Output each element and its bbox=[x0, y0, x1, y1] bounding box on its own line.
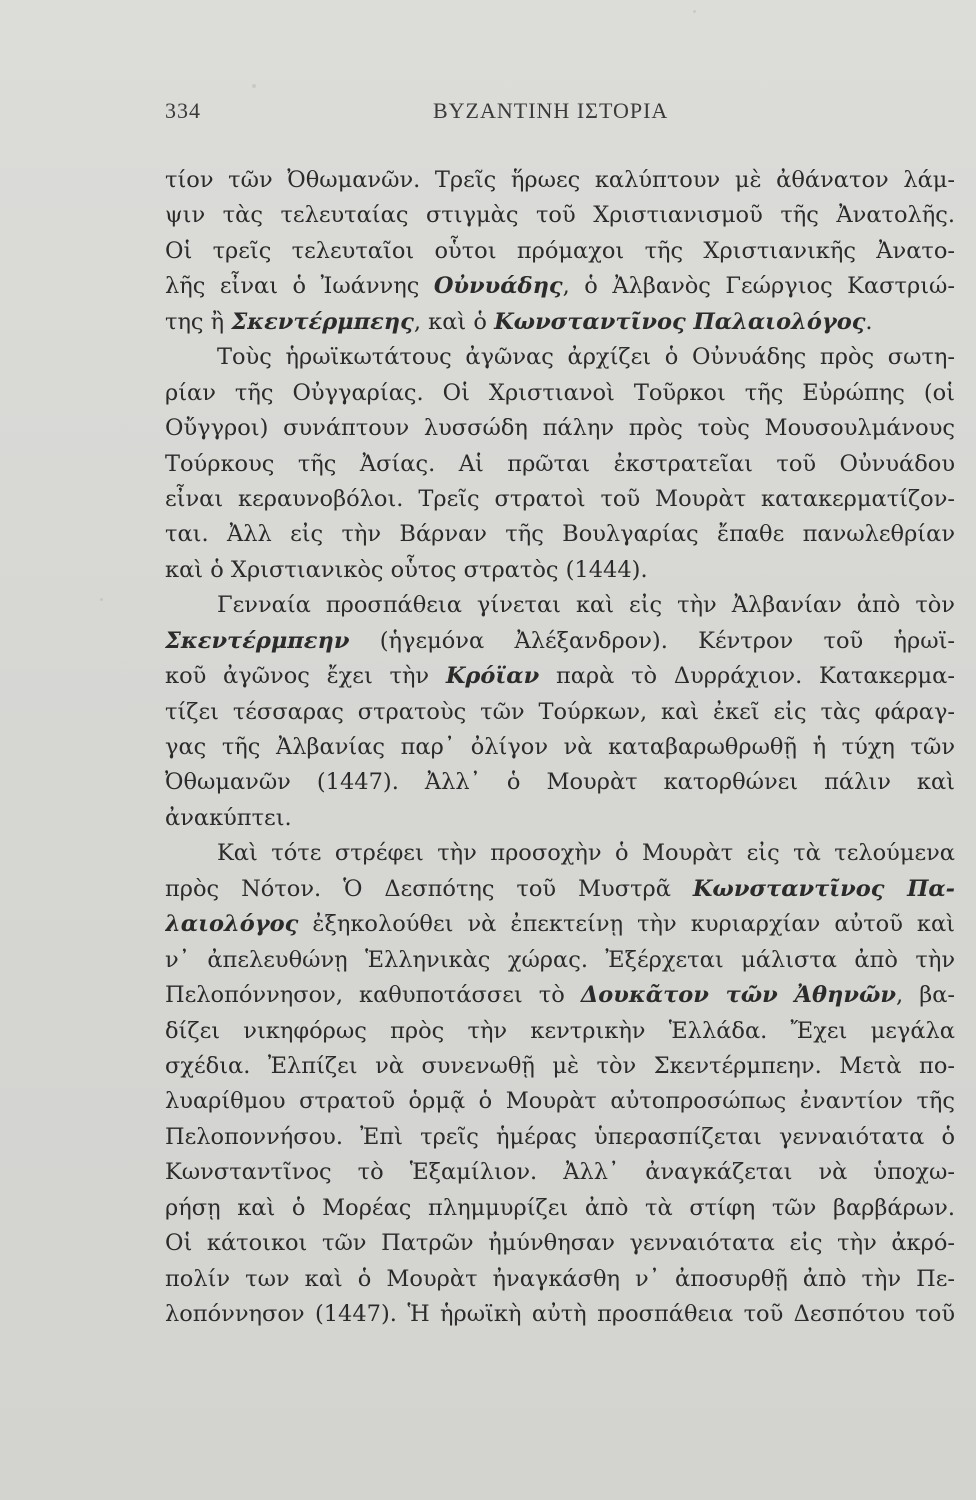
text-run: Τοὺς ἡρωϊκωτάτους ἀγῶνας ἀρχίζει ὁ Οὐνυάδης πρὸς σωτη- bbox=[217, 344, 955, 371]
text-run: Τούρκους τῆς Ἀσίας. Αἱ πρῶται ἐκστρατεῖαι τοῦ Οὐνυάδου bbox=[165, 450, 955, 477]
text-run: , βα- bbox=[895, 982, 955, 1009]
text-line bbox=[165, 624, 955, 659]
emphasized-name: Κωνσταντῖνος Πα- bbox=[692, 875, 955, 902]
text-run: της ἢ bbox=[165, 308, 232, 335]
text-run: πολίν των καὶ ὁ Μουρὰτ ἠναγκάσθη ν᾽ ἀποσυρθῇ ἀπὸ τὴν Πε- bbox=[165, 1265, 955, 1292]
text-line bbox=[165, 765, 955, 800]
text-run: Οὔγγροι) συνάπτουν λυσσώδη πάλην πρὸς τοὺς Μουσουλμάνους bbox=[165, 415, 955, 442]
text-run: Οἱ τρεῖς τελευταῖοι οὗτοι πρόμαχοι τῆς Χριστιανικῆς Ἀνατο- bbox=[165, 237, 955, 264]
text-run: Κωνσταντῖνος τὸ Ἑξαμίλιον. Ἀλλ᾽ ἀναγκάζεται νὰ ὑποχω- bbox=[165, 1159, 955, 1186]
text-line bbox=[165, 234, 955, 269]
text-line bbox=[165, 659, 955, 694]
emphasized-name: Κωνσταντῖνος Παλαιολόγος bbox=[494, 308, 866, 335]
text-line bbox=[165, 482, 955, 517]
text-run: , ὁ Ἀλβανὸς Γεώργιος Καστριώ- bbox=[562, 273, 955, 300]
emphasized-name: Δουκᾶτον τῶν Ἀθηνῶν bbox=[580, 982, 896, 1009]
text-run: ρήσῃ καὶ ὁ Μορέας πλημμυρίζει ἀπὸ τὰ στίφη τῶν βαρβάρων. bbox=[165, 1194, 955, 1221]
text-run: δίζει νικηφόρως πρὸς τὴν κεντρικὴν Ἑλλάδα. Ἔχει μεγάλα bbox=[165, 1017, 955, 1044]
text-run: (ἡγεμόνα Ἀλέξανδρον). Κέντρον τοῦ ἡρωϊ- bbox=[349, 627, 955, 654]
text-line bbox=[165, 1262, 955, 1297]
page-header bbox=[165, 98, 955, 130]
text-run: λοπόννησον (1447). Ἡ ἡρωϊκὴ αὐτὴ προσπάθεια τοῦ Δεσπότου τοῦ bbox=[165, 1301, 955, 1327]
text-run: λῆς εἶναι ὁ Ἰωάννης bbox=[165, 273, 434, 300]
text-line bbox=[165, 695, 955, 730]
text-line bbox=[165, 163, 955, 198]
text-line bbox=[165, 553, 955, 588]
text-line bbox=[165, 1120, 955, 1155]
emphasized-name: Σκεντέρμπεης bbox=[231, 308, 414, 335]
text-line bbox=[165, 1155, 955, 1190]
text-run: κοῦ ἀγῶνος ἔχει τὴν bbox=[165, 663, 446, 690]
text-line bbox=[165, 1014, 955, 1049]
text-line bbox=[165, 447, 955, 482]
text-line bbox=[165, 730, 955, 765]
text-line bbox=[165, 588, 955, 623]
text-line bbox=[165, 978, 955, 1013]
text-line bbox=[165, 907, 955, 942]
emphasized-name: λαιολόγος bbox=[165, 911, 299, 938]
emphasized-name: Σκεντέρμπεην bbox=[165, 627, 350, 654]
text-run: ν᾽ ἀπελευθώνῃ Ἑλληνικὰς χώρας. Ἐξέρχεται μάλιστα ἀπὸ τὴν bbox=[165, 946, 955, 973]
text-run: Γενναία προσπάθεια γίνεται καὶ εἰς τὴν Ἀλβανίαν ἀπὸ τὸν bbox=[217, 592, 955, 619]
text-run: Ὀθωμανῶν (1447). Ἀλλ᾽ ὁ Μουρὰτ κατορθώνει πάλιν καὶ bbox=[165, 769, 955, 796]
text-line bbox=[165, 269, 955, 304]
text-run: Πελοπόννησον, καθυποτάσσει τὸ bbox=[165, 982, 581, 1009]
paper-spot bbox=[252, 84, 256, 88]
text-run: ἐξηκολούθει νὰ ἐπεκτείνῃ τὴν κυριαρχίαν αὐτοῦ καὶ bbox=[298, 911, 955, 938]
text-line bbox=[165, 943, 955, 978]
text-line bbox=[165, 836, 955, 871]
emphasized-name: Οὐνυάδης bbox=[433, 273, 563, 300]
text-run: Καὶ τότε στρέφει τὴν προσοχὴν ὁ Μουρὰτ εἰς τὰ τελούμενα bbox=[217, 840, 955, 867]
text-run: ται. Ἀλλ εἰς τὴν Βάρναν τῆς Βουλγαρίας ἔπαθε πανωλεθρίαν bbox=[165, 521, 955, 548]
text-run: καὶ ὁ Χριστιανικὸς οὗτος στρατὸς (1444). bbox=[165, 556, 648, 583]
text-line bbox=[165, 305, 955, 340]
text-line bbox=[165, 517, 955, 552]
text-run: . bbox=[865, 308, 873, 335]
text-run: παρὰ τὸ Δυρράχιον. Κατακερμα- bbox=[539, 663, 955, 690]
text-line bbox=[165, 411, 955, 446]
paper-spot bbox=[693, 10, 696, 13]
emphasized-name: Κρόϊαν bbox=[445, 663, 540, 690]
text-run: τίον τῶν Ὀθωμανῶν. Τρεῖς ἥρωες καλύπτουν μὲ ἀθάνατον λάμ- bbox=[165, 167, 955, 193]
text-run: Πελοποννήσου. Ἐπὶ τρεῖς ἡμέρας ὑπερασπίζεται γενναιότατα ὁ bbox=[165, 1123, 955, 1150]
paper-spot bbox=[100, 598, 103, 601]
text-run: λυαρίθμου στρατοῦ ὁρμᾷ ὁ Μουρὰτ αὐτοπροσώπως ἐναντίον τῆς bbox=[165, 1088, 955, 1115]
text-run: σχέδια. Ἐλπίζει νὰ συνενωθῇ μὲ τὸν Σκεντέρμπεην. Μετὰ πο- bbox=[165, 1052, 955, 1079]
text-line bbox=[165, 1084, 955, 1119]
text-run: γας τῆς Ἀλβανίας παρ᾽ ὀλίγον νὰ καταβαρωθρωθῇ ἡ τύχη τῶν bbox=[165, 734, 955, 760]
text-run: ἀνακύπτει. bbox=[165, 804, 292, 831]
text-line bbox=[165, 198, 955, 233]
text-line bbox=[165, 872, 955, 907]
text-line bbox=[165, 340, 955, 375]
text-run: Οἱ κάτοικοι τῶν Πατρῶν ἠμύνθησαν γενναιότατα εἰς τὴν ἀκρό- bbox=[165, 1230, 955, 1257]
page-number: 334 bbox=[165, 98, 201, 123]
text-run: εἶναι κεραυνοβόλοι. Τρεῖς στρατοὶ τοῦ Μουρὰτ κατακερματίζον- bbox=[165, 485, 955, 512]
text-line bbox=[165, 1049, 955, 1084]
body-text bbox=[165, 163, 955, 1332]
text-line bbox=[165, 801, 955, 836]
text-line bbox=[165, 1191, 955, 1226]
running-head: ΒΥΖΑΝΤΙΝΗ ΙΣΤΟΡΙΑ bbox=[433, 98, 669, 123]
text-line bbox=[165, 1297, 955, 1332]
text-run: ψιν τὰς τελευταίας στιγμὰς τοῦ Χριστιανισμοῦ τῆς Ἀνατολῆς. bbox=[165, 202, 955, 229]
text-run: ρίαν τῆς Οὐγγαρίας. Οἱ Χριστιανοὶ Τοῦρκοι τῆς Εὐρώπης (οἱ bbox=[165, 379, 955, 406]
text-run: πρὸς Νότον. Ὁ Δεσπότης τοῦ Μυστρᾶ bbox=[165, 875, 693, 902]
text-line bbox=[165, 1226, 955, 1261]
text-line bbox=[165, 376, 955, 411]
text-run: τίζει τέσσαρας στρατοὺς τῶν Τούρκων, καὶ ἐκεῖ εἰς τὰς φάραγ- bbox=[165, 698, 955, 725]
text-run: , καὶ ὁ bbox=[413, 308, 495, 335]
